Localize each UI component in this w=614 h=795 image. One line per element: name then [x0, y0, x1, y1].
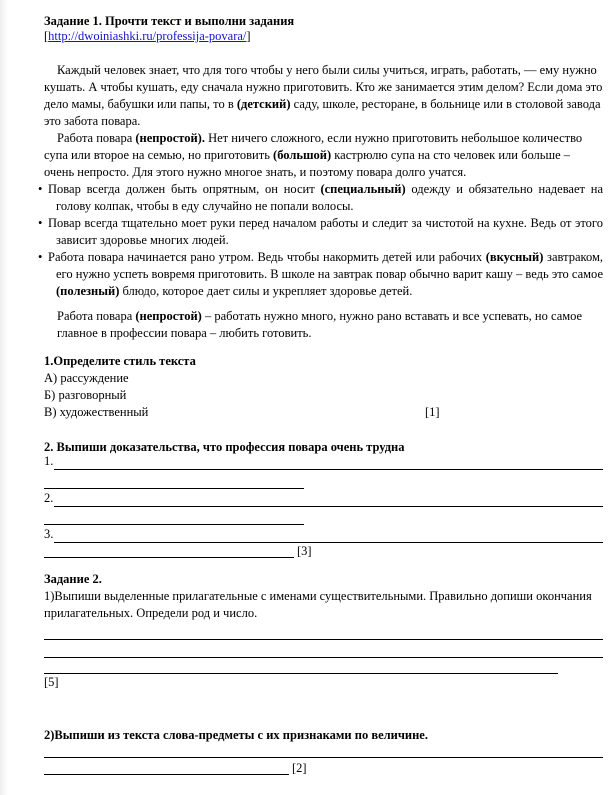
answer-line — [44, 774, 289, 775]
answer-number: 2. — [44, 491, 54, 505]
answer-line — [44, 673, 558, 674]
answer-line — [44, 488, 304, 489]
paragraph-summary: Работа повара (непростой) – работать нужно много, нужно рано вставать и все успевать, но самое главное в профессии повара – любить готовить. — [57, 309, 583, 340]
task2-part2-answer-row-continued — [44, 758, 603, 775]
answer-line — [44, 757, 603, 758]
bullet-text: Повар всегда должен быть опрятным, он носит (специальный) одежду и обязательно надевает на голову колпак, чтобы в еду случайно не попали волосы. — [48, 182, 603, 213]
task2-part2-score-badge: [2] — [292, 761, 307, 775]
question2-heading: 2. Выпиши доказательства, что профессия повара очень трудна — [44, 440, 405, 454]
paragraph-cook-work: Работа повара (непростой). Нет ничего сложного, если нужно приготовить небольшое количество супа или второе на семью, но приготовить (большой) кастрюлю супа на сто человек или больше – очень непросто. Для этого нужно многое знать, и поэтому повара долго учатся. — [44, 131, 583, 179]
answer-line — [44, 639, 603, 640]
answer-line — [44, 524, 304, 525]
task2-part1-answer-row — [44, 622, 603, 640]
bullet-item-hygiene — [38, 215, 603, 249]
paragraph-intro: Каждый человек знает, что для того чтобы у него были силы учиться, играть, работать, — ему нужно кушать. А чтобы кушать, еду сначала нужно приготовить. Кто же занимается этим делом? Если дома это дело мамы, бабушки или папы, то в (детский) саду, школе, ресторане, в больнице или в столовой завода это забота повара. — [44, 63, 603, 128]
bullet-item-neat — [38, 181, 603, 215]
source-reference — [44, 29, 603, 44]
answer-row-1 — [44, 456, 603, 470]
answer-row-2 — [44, 489, 603, 507]
bullet-marker-icon — [38, 215, 48, 249]
bullet-item-morning — [38, 249, 603, 300]
question1-option-b: Б) разговорный — [44, 388, 127, 402]
link-bracket-close: ] — [246, 29, 251, 43]
question1-score-badge: [1] — [425, 405, 440, 419]
task2-part1-answer-row — [44, 658, 603, 674]
question1-option-v-row — [44, 404, 603, 421]
bullet-text: Повар всегда тщательно моет руки перед началом работы и следит за чистотой на кухне. Ведь от этого зависит здоровье многих людей. — [48, 216, 603, 247]
source-link[interactable]: http://dwoiniashki.ru/professija-povara/ — [48, 29, 247, 43]
answer-row-2-continued — [44, 507, 603, 525]
task2-part2-prompt: 2)Выпиши из текста слова-предметы с их признаками по величине. — [44, 728, 428, 742]
answer-row-3 — [44, 525, 603, 543]
answer-row-3-continued — [44, 543, 603, 558]
task2-heading: Задание 2. — [44, 572, 102, 586]
answer-row-1-continued — [44, 470, 603, 489]
answer-line — [44, 657, 603, 658]
bullet-text: Работа повара начинается рано утром. Ведь чтобы накормить детей или рабочих (вкусный) завтраком, его нужно успеть вовремя приготовить. В школе на завтрак повар обычно варит кашу – ведь это самое (полезный) блюдо, которое дает силы и укрепляет здоровье детей. — [48, 250, 603, 298]
task1-heading: Задание 1. Прочти текст и выполни задания — [44, 14, 295, 28]
question1-option-v: В) художественный — [44, 405, 149, 419]
answer-line — [54, 506, 603, 507]
answer-number: 1. — [44, 454, 54, 468]
task2-part1-prompt: 1)Выпиши выделенные прилагательные с именами существительными. Правильно допиши окончания прилагательных. Определи род и число. — [44, 589, 592, 620]
bullet-marker-icon — [38, 249, 48, 300]
question1-heading: 1.Определите стиль текста — [44, 354, 196, 368]
task2-part1-score-badge: [5] — [44, 675, 59, 689]
question1-option-a: А) рассуждение — [44, 371, 129, 385]
task2-part1-answer-row — [44, 640, 603, 658]
answer-number: 3. — [44, 527, 54, 541]
answer-line — [44, 557, 294, 558]
link-bracket-open: [ — [44, 29, 49, 43]
answer-line — [54, 542, 603, 543]
task2-part2-answer-row — [44, 744, 603, 758]
answer-line — [54, 469, 603, 470]
question2-score-badge: [3] — [297, 544, 312, 558]
bullet-marker-icon — [38, 181, 48, 215]
